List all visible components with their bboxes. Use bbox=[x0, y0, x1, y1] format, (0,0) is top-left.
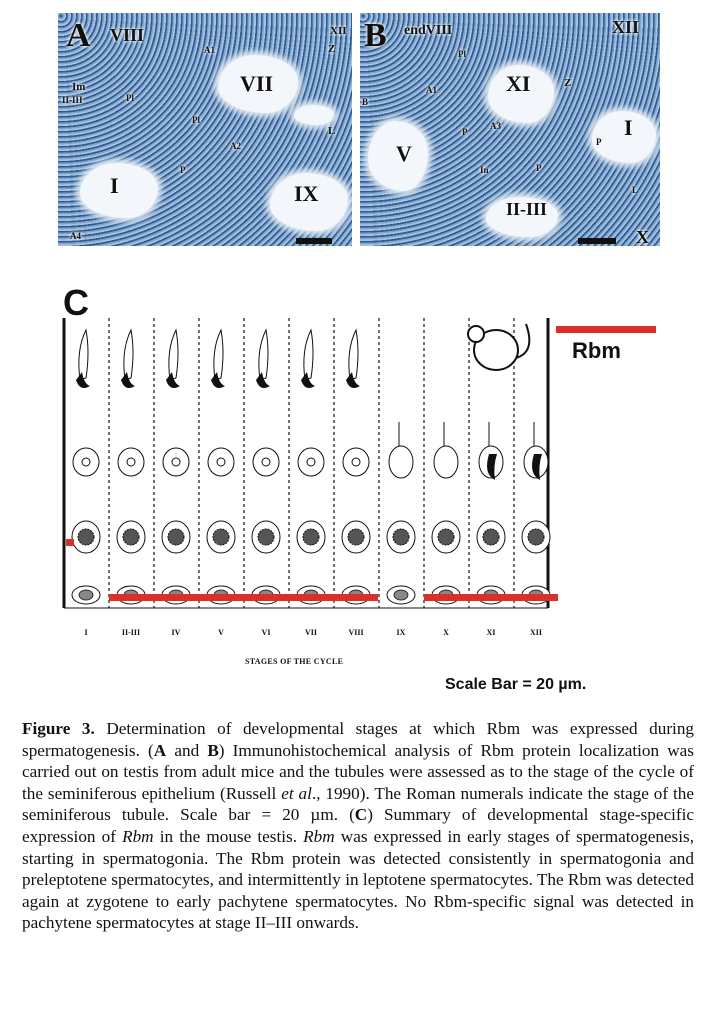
stage-tick-label: II-III bbox=[121, 628, 141, 637]
acrosome-granule bbox=[262, 458, 270, 466]
caption-italic: Rbm bbox=[303, 826, 335, 846]
acrosome-granule bbox=[127, 458, 135, 466]
stage-label: XII bbox=[612, 17, 640, 37]
caption-italic: et al bbox=[281, 783, 312, 803]
stage-label: I bbox=[110, 173, 119, 198]
cell-label: A1 bbox=[204, 45, 215, 55]
stage-label: II-III bbox=[506, 199, 548, 219]
spermatid-tail bbox=[169, 330, 178, 380]
spermatid-tail bbox=[124, 330, 133, 380]
spermatid-cell bbox=[389, 446, 413, 478]
stage-diagram bbox=[58, 310, 558, 645]
caption-bold: C bbox=[354, 805, 368, 825]
caption-italic: Rbm bbox=[122, 826, 154, 846]
caption-text: ) Immunohistochemical analysis of Rbm protein localization was carried out on testis from adult mice and the tubules were assessed as to the stage of the cycle of the seminiferous epithelium (Russell bbox=[22, 740, 694, 803]
cell-label: A1 bbox=[426, 85, 437, 95]
cell-label: Z bbox=[328, 43, 336, 55]
stage-tick-label: VI bbox=[261, 628, 271, 637]
stage-tick-label: XII bbox=[529, 628, 542, 637]
caption-text: ., 1990). The Roman numerals indicate the stage of the seminiferous tubule. Scale bar = 20 µm. ( bbox=[22, 783, 694, 825]
caption-bold: B bbox=[207, 740, 219, 760]
cell-label: Pl bbox=[192, 115, 200, 125]
spermatogonium-nucleus bbox=[79, 590, 93, 600]
stage-label: IX bbox=[294, 181, 319, 206]
cell-label: L bbox=[632, 185, 639, 195]
stage-label: VII bbox=[240, 71, 274, 96]
stage-label: V bbox=[396, 141, 412, 166]
spermatid-tail bbox=[349, 330, 358, 380]
rbm-expression-bar bbox=[66, 539, 74, 546]
spermatogonium-nucleus bbox=[394, 590, 408, 600]
panel-a-letter: A bbox=[66, 17, 91, 54]
caption-text: ) Summary of developmental stage-specific expression of bbox=[22, 805, 694, 846]
spermatid-tail bbox=[259, 330, 268, 380]
spermatocyte-nucleus bbox=[438, 529, 454, 545]
stage-label: X bbox=[636, 227, 649, 246]
spermatid-tail bbox=[304, 330, 313, 380]
cell-label: A3 bbox=[490, 121, 501, 131]
stage-label: XI bbox=[506, 71, 531, 96]
tubule-lumen bbox=[294, 105, 334, 125]
caption-text: in the mouse testis. bbox=[153, 826, 304, 846]
figure-caption bbox=[22, 718, 694, 934]
spermatocyte-nucleus bbox=[348, 529, 364, 545]
scale-bar bbox=[296, 238, 332, 244]
cell-label: P bbox=[180, 165, 186, 175]
cell-label: P bbox=[536, 163, 542, 173]
rbm-expression-bar bbox=[109, 594, 378, 601]
spermatid-tail bbox=[214, 330, 223, 380]
stage-tick-label: VIII bbox=[348, 628, 364, 637]
rbm-legend-swatch bbox=[556, 326, 656, 333]
mouse-ear-icon bbox=[468, 326, 484, 342]
stage-label: I bbox=[624, 115, 633, 140]
rbm-legend-label: Rbm bbox=[572, 338, 621, 363]
stage-tick-label: XI bbox=[486, 628, 496, 637]
acrosome-granule bbox=[82, 458, 90, 466]
stage-tick-label: IV bbox=[171, 628, 181, 637]
cell-label: Pl bbox=[126, 93, 134, 103]
caption-bold: A bbox=[153, 740, 167, 760]
spermatocyte-nucleus bbox=[168, 529, 184, 545]
cell-label: A2 bbox=[230, 141, 241, 151]
figure-label: Figure 3. bbox=[22, 719, 95, 738]
stage-tick-label: IX bbox=[396, 628, 406, 637]
cell-label: Pl bbox=[458, 49, 466, 59]
cell-label: Z bbox=[564, 77, 572, 89]
cell-label: II-III bbox=[62, 95, 83, 105]
tubule-lumen bbox=[80, 163, 158, 218]
acrosome-granule bbox=[172, 458, 180, 466]
stage-tick-label: VII bbox=[304, 628, 317, 637]
rbm-expression-bar bbox=[424, 594, 558, 601]
scale-bar bbox=[578, 238, 616, 244]
panel-b-letter: B bbox=[364, 17, 387, 54]
acrosome-granule bbox=[307, 458, 315, 466]
cell-label: P bbox=[596, 137, 602, 147]
caption-text: was expressed in early stages of spermatogenesis, starting in spermatogonia. The Rbm protein was detected consistently in spermatogonia and preleptotene spermatocytes, and intermittently in leptotene spermatocytes. The Rbm was detected again at zygotene to early pachytene spermatocytes. No Rbm-specific signal was detected in pachytene spermatocytes at stage II–III onwards. bbox=[22, 826, 695, 933]
stages-axis-title: STAGES OF THE CYCLE bbox=[245, 657, 344, 666]
spermatocyte-nucleus bbox=[528, 529, 544, 545]
spermatocyte-nucleus bbox=[483, 529, 499, 545]
spermatocyte-nucleus bbox=[393, 529, 409, 545]
spermatocyte-nucleus bbox=[258, 529, 274, 545]
cell-label: Im bbox=[72, 81, 86, 93]
spermatid-cell bbox=[434, 446, 458, 478]
cell-label: B bbox=[362, 97, 369, 107]
panel-c-letter: C bbox=[63, 282, 89, 323]
micrograph-panel-a bbox=[58, 13, 352, 246]
stage-label: VIII bbox=[110, 25, 145, 45]
stage-label: endVIII bbox=[404, 23, 453, 38]
stage-tick-label: I bbox=[84, 628, 88, 637]
acrosome-granule bbox=[352, 458, 360, 466]
stage-tick-label: V bbox=[218, 628, 224, 637]
cell-label: In bbox=[480, 165, 489, 175]
acrosome-granule bbox=[217, 458, 225, 466]
cell-label: XII bbox=[330, 25, 347, 37]
spermatocyte-nucleus bbox=[213, 529, 229, 545]
spermatocyte-nucleus bbox=[123, 529, 139, 545]
spermatocyte-nucleus bbox=[78, 529, 94, 545]
cell-label: L bbox=[328, 125, 336, 137]
micrograph-panel-b bbox=[360, 13, 660, 246]
cell-label: P bbox=[462, 127, 468, 137]
caption-text: and bbox=[166, 740, 208, 760]
spermatid-tail bbox=[79, 330, 88, 380]
spermatocyte-nucleus bbox=[303, 529, 319, 545]
caption-text: Determination of developmental stages at which Rbm was expressed during spermatogenesis. ( bbox=[22, 719, 695, 760]
stage-tick-label: X bbox=[443, 628, 449, 637]
cell-label: A4 bbox=[70, 231, 81, 241]
scale-bar-note: Scale Bar = 20 µm. bbox=[445, 676, 587, 693]
